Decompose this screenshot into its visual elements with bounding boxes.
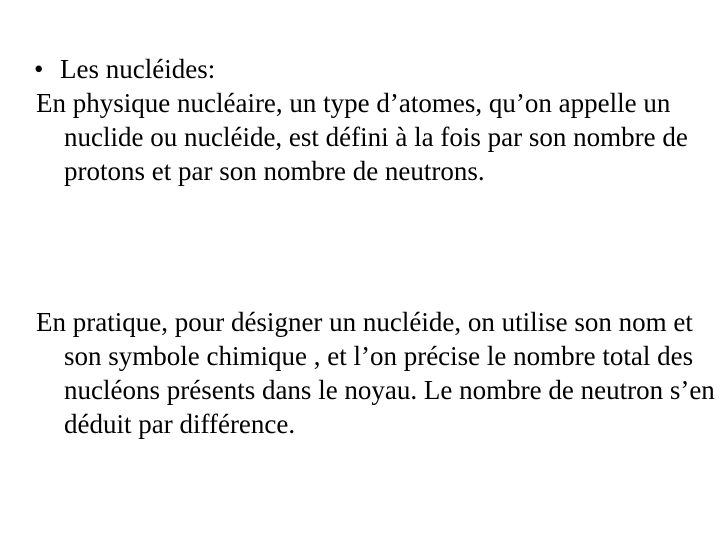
bullet-heading-text: Les nucléides: (60, 54, 216, 84)
paragraph-practice: En pratique, pour désigner un nucléide, on utilise son nom et son symbole chimique , et l’on précise le nombre total des nucléons présents dans le noyau. Le nombre de neutron s’en déduit par différence. (36, 307, 715, 439)
paragraph-definition: En physique nucléaire, un type d’atomes, qu’on appelle un nuclide ou nucléide, est défini à la fois par son nombre de protons et par son nombre de neutrons. (36, 88, 688, 186)
bullet-heading (34, 52, 215, 86)
bullet-marker: • (34, 54, 44, 84)
